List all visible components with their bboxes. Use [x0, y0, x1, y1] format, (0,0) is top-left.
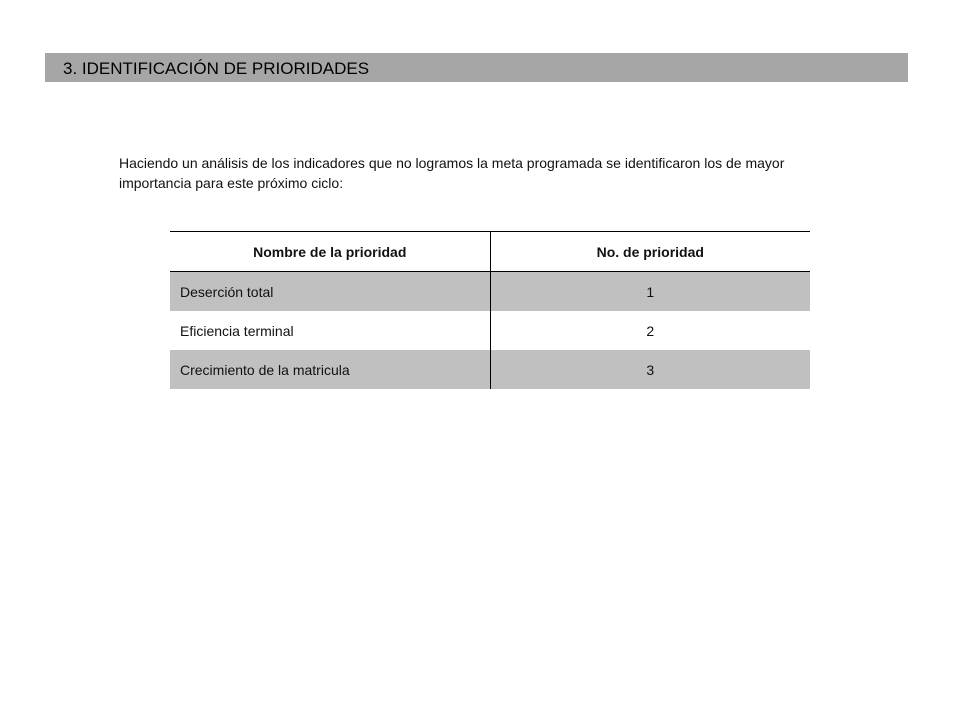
table-row — [170, 350, 810, 389]
priority-number-cell: 3 — [490, 350, 810, 389]
column-header-number: No. de prioridad — [490, 232, 810, 272]
priority-name-cell: Deserción total — [170, 272, 490, 312]
priority-number-cell: 2 — [646, 322, 655, 339]
priority-name-cell: Crecimiento de la matricula — [170, 350, 490, 389]
table-row — [170, 311, 810, 350]
column-header-name: Nombre de la prioridad — [170, 232, 490, 272]
priority-name-cell: Eficiencia terminal — [170, 311, 490, 350]
table-header-row — [170, 232, 810, 272]
section-title: 3. IDENTIFICACIÓN DE PRIORIDADES — [45, 53, 908, 82]
table-row — [170, 272, 810, 312]
intro-paragraph: Haciendo un análisis de los indicadores que no logramos la meta programada se identificaron los de mayor importancia para este próximo ciclo: — [119, 155, 785, 191]
priority-number-cell: 1 — [490, 272, 810, 312]
priorities-table — [170, 231, 810, 389]
